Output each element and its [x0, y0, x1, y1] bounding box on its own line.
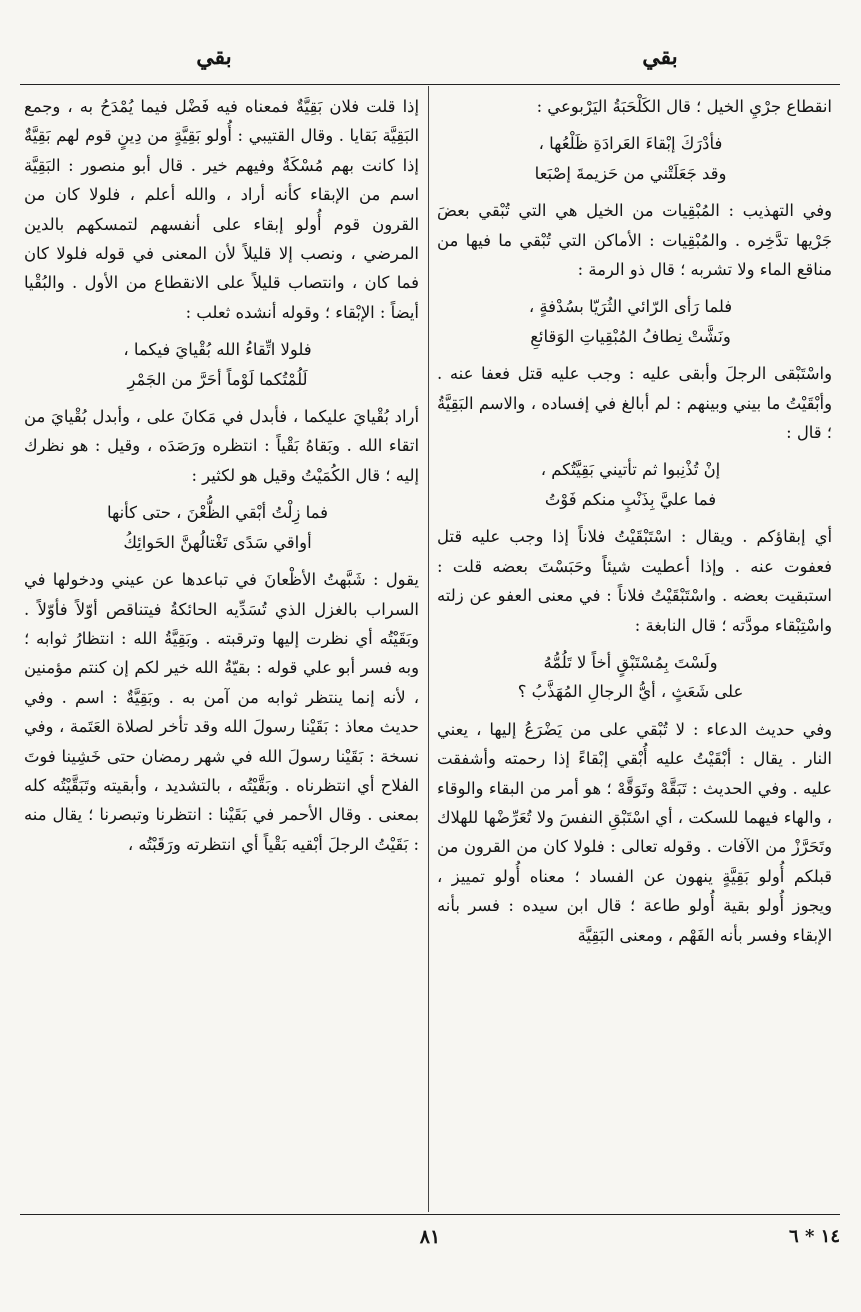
entry-paragraph: وفي حديث الدعاء : لا تُبْقي على من يَضْرَعُ إليها ، يعني النار . يقال : أبْقَيْتُ عليه أُبْقي إبْقاءً إذا رحمته وأشفقت عليه . وفي الحديث : تَبَقَّهْ وتَوَقَّهْ ؛ هو أمر من البقاء والوقاء ، والهاء فيهما للسكت ، أي اسْتَبْقِ النفسَ ولا تُعَرِّضْها للهلاك وتَحَرَّزْ من الآفات . وقوله تعالى : فلولا كان من القرون من قبلكم أُولو بَقِيَّةٍ ينهون عن الفساد ؛ معناه أُولو تمييز ، ويجوز أُولو بقية أُولو طاعة ؛ قال ابن سيده : فسر بأنه الإبقاء وفسر بأنه الفَهْم ، ومعنى البَقِيَّة [437, 719, 832, 945]
verse-second-hemistich: لَلُمْتُكما لَوْماً أحَرَّ من الجَمْرِ [127, 369, 308, 389]
top-rule [20, 84, 840, 85]
left-column [24, 92, 419, 1208]
poetry-verse [437, 292, 832, 351]
poetry-verse [437, 455, 832, 514]
right-column-header: بقي [642, 44, 678, 70]
verse-first-hemistich: فلولا اتِّقاءُ الله بُقْيايَ فيكما ، [123, 340, 312, 360]
verse-first-hemistich: فما زِلْتُ أبْقي الظُّعْنَ ، حتى كأنها [107, 503, 328, 523]
entry-paragraph: وفي التهذيب : المُبْقِيات من الخيل هي التي تُبْقي بعضَ جَرْيها تدَّخِره . والمُبْقِيات : الأماكن التي تُبْقي ما فيها من مناقع الماء ولا تشربه ؛ قال ذو الرمة : [437, 201, 832, 280]
entry-paragraph: أراد بُقْيايَ عليكما ، فأبدل في مَكانَ على ، وأبدل بُقْيايَ من اتقاء الله . وبَقاهُ بَقْياً : انتظره ورَصَدَه ، وقيل : هو نظرك إليه ؛ قال الكُمَيْتُ وقيل هو لكثير : [24, 407, 419, 485]
verse-second-hemistich: فما عليَّ بِذَنْبٍ منكم فَوْتُ [544, 489, 717, 509]
entry-paragraph: إذا قلت فلان بَقِيَّةٌ فمعناه فيه فَضْل فيما يُمْدَحُ به ، وجمع البَقِيَّة بَقايا . وقال القتيبي : أُولو بَقِيَّةٍ من دِينٍ قوم لهم بَقِيَّةٌ إذا كانت بهم مُسْكَةٌ وفيهم خير . قال أبو منصور : البَقِيَّة اسم من الإبقاء كأنه أراد ، والله أعلم ، فلولا كان من القرون قوم أُولو إبقاء على أنفسهم لتمسكهم بالدين المرضي ، ونصب إلا قليلاً لأن المعنى في قوله فلولا كان فما كان ، وانتصاب قليلاً على الانقطاع من الأول . والبُقْيا أيضاً : الإبْقاء ؛ وقوله أنشده ثعلب : [24, 97, 419, 322]
poetry-verse [24, 498, 419, 557]
entry-paragraph: واسْتَبْقى الرجلَ وأبقى عليه : وجب عليه قتل فعفا عنه . وأبْقَيْتُ ما بيني وبينهم : لم أبالغ في إفساده ، والاسم البَقِيَّةُ ؛ قال : [437, 364, 832, 443]
right-column [437, 92, 832, 1208]
poetry-verse [437, 129, 832, 188]
verse-first-hemistich: إنْ تُذْنِبوا ثم تأتيني بَقِيَّتُكم ، [540, 460, 721, 480]
printer-signature: ١٤ * ٦ [789, 1226, 840, 1247]
column-divider [428, 86, 429, 1212]
left-column-header: بقي [196, 44, 232, 70]
verse-first-hemistich: فلما رَأى الرّائي الثُرَيّا بسُدْفةٍ ، [528, 297, 733, 317]
poetry-verse [24, 335, 419, 394]
entry-paragraph: انقطاع جرْيِ الخيل ؛ قال الكَلْحَبَةُ اليَرْبوعي : [536, 97, 832, 116]
verse-second-hemistich: وقد جَعَلَتْني من حَزيمةَ إصْبَعا [534, 163, 727, 183]
verse-second-hemistich: أواقي سَدًى تَغْتالُهنَّ الحَوائِكُ [123, 532, 312, 552]
bottom-rule [20, 1214, 840, 1215]
verse-first-hemistich: فأدْرَكَ إبْقاءَ العَرادَةِ ظَلْعُها ، [538, 134, 723, 154]
verse-first-hemistich: ولَسْتَ بِمُسْتَبْقٍ أخاً لا تَلُمُّهُ [543, 652, 718, 672]
verse-second-hemistich: ونَشَّتْ نِطافُ المُبْقِياتِ الوَقائعِ [530, 326, 731, 346]
page-number: ٨١ [419, 1226, 441, 1248]
verse-second-hemistich: على شَعَثٍ ، أيُّ الرجالِ المُهَذَّبُ ؟ [517, 682, 744, 702]
entry-paragraph: أي إبقاؤكم . ويقال : اسْتَبْقَيْتُ فلاناً إذا وجب عليه قتل فعفوت عنه . وإذا أعطيت شيئاً وحَبَسْتَ بعضه قلت : استبقيت بعضه . واسْتَبْقَيْتُ فلاناً : في معنى العفو عن زلته واسْتِبْقاء مودَّته ؛ قال النابغة : [437, 527, 832, 635]
entry-paragraph: يقول : شَبَّهتُ الأظْعانَ في تباعدها عن عيني ودخولها في السراب بالغزل الذي تُسَدِّيه الحائكةُ فيتناقص أوّلاً فأوّلاً . وبَقَيْتُه أي نظرت إليها وترقبته . وبَقِيَّةُ الله : انتظارُ ثوابه ؛ وبه فسر أبو علي قوله : بقيّةُ الله خير لكم إن كنتم مؤمنين ، لأنه إنما ينتظر ثوابه من آمن به . وبَقِيَّةٌ : اسم . وفي حديث معاذ : بَقَيْنا رسولَ الله وقد تأخر لصلاة العَتَمة ، وفي نسخة : بَقَيْنا رسولَ الله في شهر رمضان حتى خَشِينا فوتَ الفلاح أي انتظرناه . وبَقَّيْتُه ، بالتشديد ، وأبقيته وتَبَقَّيْتُه كله بمعنى . وقال الأحمر في بَقَيْنا : انتظرنا وتبصرنا ؛ يقال منه : بَقَيْتُ الرجلَ أبْقيه بَقْياً أي انتظرته ورَقَبْتُه ، [24, 570, 419, 854]
poetry-verse [437, 648, 832, 707]
